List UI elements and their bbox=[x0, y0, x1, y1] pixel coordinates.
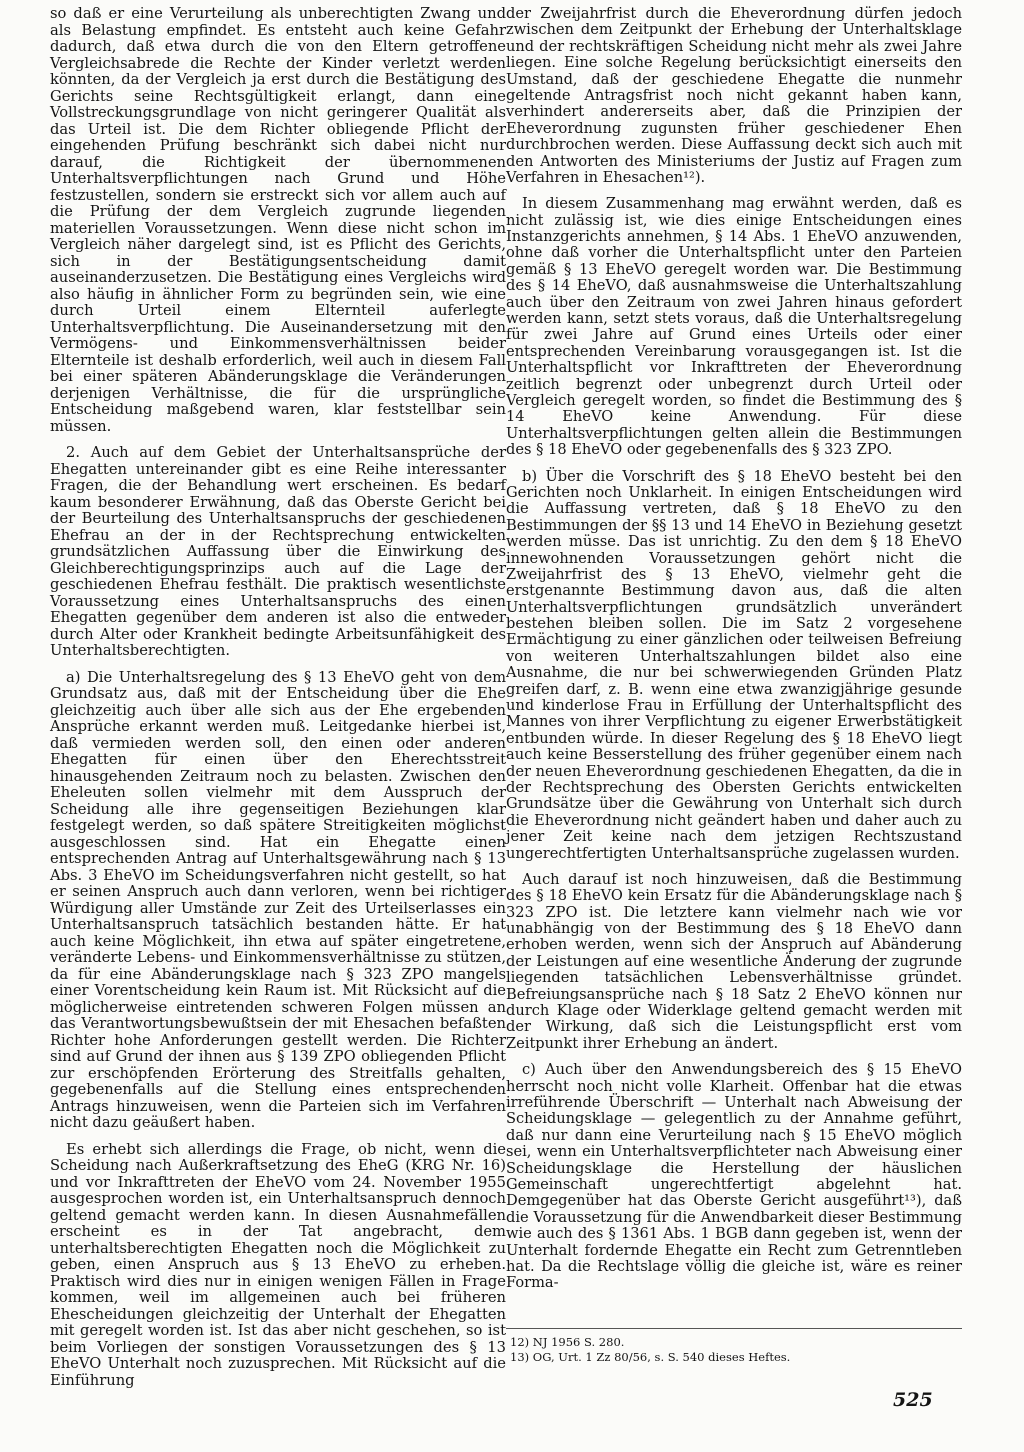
paragraph: b) Über die Vorschrift des § 18 EheVO besteht bei den Gerichten noch Unklarheit. In einigen Entscheidungen wird die Auffassung vertreten, daß § 18 EheVO zu den Bestimmungen der §§ 13 und 14 EheVO in Beziehung gesetzt werden müsse. Das ist unrichtig. Zu den dem § 18 EheVO innewohnenden Voraussetzungen gehört nicht die Zweijahrfrist des § 13 EheVO, vielmehr geht die erstgenannte Bestimmung davon aus, daß die alten Unterhaltsverpflichtungen grundsätzlich unverändert bestehen bleiben sollen. Die im Satz 2 vorgesehene Ermächtigung zu einer gänzlichen oder teilweisen Befreiung von weiteren Unterhaltszahlungen bildet also eine Ausnahme, die nur bei schwerwiegenden Gründen Platz greifen darf, z. B. wenn eine etwa zwanzigjährige gesunde und kinderlose Frau in Erfüllung der Unterhaltspflicht des Mannes von ihrer Verpflichtung zu eigener Erwerbstätigkeit entbunden würde. In dieser Regelung des § 18 EheVO liegt auch keine Besserstellung des früher gegenüber einem nach der neuen Eheverordnung geschiedenen Ehegatten, da die in der Rechtsprechung des Obersten Gerichts entwickelten Grundsätze über die Gewährung von Unterhalt sich durch die Eheverordnung nicht geändert haben und daher auch zu jener Zeit keine nach dem jetzigen Rechtszustand ungerechtfertigten Unterhaltsansprüche zugelassen wurden. bbox=[506, 467, 962, 862]
left-column bbox=[50, 6, 506, 1399]
footnote: 13) OG, Urt. 1 Zz 80/56, s. S. 540 dieses Heftes. bbox=[510, 1350, 791, 1364]
right-column bbox=[506, 6, 962, 1302]
paragraph: 2. Auch auf dem Gebiet der Unterhaltsansprüche der Ehegatten untereinander gibt es eine Reihe interessanter Fragen, die der Behandlung wert erscheinen. Es bedarf kaum besonderer Erwähnung, daß das Oberste Gericht bei der Beurteilung des Unterhaltsanspruchs der geschiedenen Ehefrau an der in der Rechtsprechung entwickelten grundsätzlichen Auffassung über die Einwirkung des Gleichberechtigungsprinzips auch auf die Lage der geschiedenen Ehefrau festhält. Die praktisch wesentlichste Voraussetzung eines Unterhaltsanspruchs des einen Ehegatten gegenüber dem anderen ist also die entweder durch Alter oder Krankheit bedingte Arbeitsunfähigkeit des Unterhaltsberechtigten. bbox=[50, 444, 506, 659]
footnote: 12) NJ 1956 S. 280. bbox=[510, 1335, 625, 1349]
paragraph: Auch darauf ist noch hinzuweisen, daß die Bestimmung des § 18 EheVO kein Ersatz für die Abänderungsklage nach § 323 ZPO ist. Die letztere kann vielmehr nach wie vor unabhängig von der Bestimmung des § 18 EheVO dann erhoben werden, wenn sich der Anspruch auf Abänderung der Leistungen auf eine wesentliche Änderung der zugrunde liegenden tatsächlichen Lebensverhältnisse gründet. Befreiungsansprüche nach § 18 Satz 2 EheVO können nur durch Klage oder Widerklage geltend gemacht werden mit der Wirkung, daß sich die Leistungspflicht erst vom Zeitpunkt ihrer Erhebung an ändert. bbox=[506, 870, 962, 1052]
paragraph: c) Auch über den Anwendungsbereich des § 15 EheVO herrscht noch nicht volle Klarheit. Offenbar hat die etwas irreführende Überschrift — Unterhalt nach Abweisung der Scheidungsklage — gelegentlich zu der Annahme geführt, daß nur dann eine Verurteilung nach § 15 EheVO möglich sei, wenn ein Unterhaltsverpflichteter nach Abweisung einer Scheidungsklage die Herstellung der häuslichen Gemeinschaft ungerechtfertigt abgelehnt hat. Demgegenüber hat das Oberste Gericht ausgeführt¹³), daß die Voraussetzung für die Anwendbarkeit dieser Bestimmung wie auch des § 1361 Abs. 1 BGB dann gegeben ist, wenn der Unterhalt fordernde Ehegatte ein Recht zum Getrenntleben hat. Da die Rechtslage völlig die gleiche ist, wäre es reiner Forma- bbox=[506, 1061, 962, 1292]
paragraph: der Zweijahrfrist durch die Eheverordnung dürfen jedoch zwischen dem Zeitpunkt der Erhebung der Unterhaltsklage und der rechtskräftigen Scheidung nicht mehr als zwei Jahre liegen. Eine solche Regelung berücksichtigt einerseits den Umstand, daß der geschiedene Ehegatte die nunmehr geltende Antragsfrist noch nicht gekannt haben kann, verhindert andererseits aber, daß die Prinzipien der Eheverordnung zugunsten früher geschiedener Ehen durchbrochen werden. Diese Auffassung deckt sich auch mit den Antworten des Ministeriums der Justiz auf Fragen zum Verfahren in Ehesachen¹²). bbox=[506, 5, 962, 186]
page-number: 525 bbox=[893, 1389, 933, 1411]
footnotes bbox=[506, 1328, 962, 1365]
paragraph: In diesem Zusammenhang mag erwähnt werden, daß es nicht zulässig ist, wie dies einige Entscheidungen eines Instanzgerichts annehmen, § 14 Abs. 1 EheVO anzuwenden, ohne daß vorher die Unterhaltspflicht unter den Parteien gemäß § 13 EheVO geregelt worden war. Die Bestimmung des § 14 EheVO, daß ausnahmsweise die Unterhaltszahlung auch über den Zeitraum von zwei Jahren hinaus gefordert werden kann, setzt stets voraus, daß die Unterhaltsregelung für zwei Jahre auf Grund eines Urteils oder einer entsprechenden Vereinbarung vorausgegangen ist. Ist die Unterhaltspflicht vor Inkrafttreten der Eheverordnung zeitlich begrenzt oder unbegrenzt durch Urteil oder Vergleich geregelt worden, so findet die Bestimmung des § 14 EheVO keine Anwendung. Für diese Unterhaltsverpflichtungen gelten allein die Bestimmungen des § 18 EheVO oder gegebenenfalls des § 323 ZPO. bbox=[506, 195, 962, 459]
paragraph: a) Die Unterhaltsregelung des § 13 EheVO geht von dem Grundsatz aus, daß mit der Entscheidung über die Ehe gleichzeitig auch über alle sich aus der Ehe ergebenden Ansprüche erkannt werden muß. Leitgedanke hierbei ist, daß vermieden werden soll, den einen oder anderen Ehegatten für einen über den Eherechtsstreit hinausgehenden Zeitraum noch zu belasten. Zwischen den Eheleuten sollen vielmehr mit dem Ausspruch der Scheidung alle ihre gegenseitigen Beziehungen klar festgelegt werden, so daß spätere Streitigkeiten möglichst ausgeschlossen sind. Hat ein Ehegatte einen entsprechenden Antrag auf Unterhaltsgewährung nach § 13 Abs. 3 EheVO im Scheidungsverfahren nicht gestellt, so hat er seinen Anspruch auch dann verloren, wenn bei richtiger Würdigung aller Umstände zur Zeit des Urteilserlasses ein Unterhaltsanspruch tatsächlich bestanden hätte. Er hat auch keine Möglichkeit, ihn etwa auf später eingetretene, veränderte Lebens- und Einkommensverhältnisse zu stützen, da für eine Abänderungsklage nach § 323 ZPO mangels einer Vorentscheidung kein Raum ist. Mit Rücksicht auf die möglicherweise eintretenden schweren Folgen müssen an das Verantwortungsbewußtsein der mit Ehesachen befaßten Richter hohe Anforderungen gestellt werden. Die Richter sind auf Grund der ihnen aus § 139 ZPO obliegenden Pflicht zur erschöpfenden Erörterung des Streitfalls gehalten, gegebenenfalls auf die Stellung eines entsprechenden Antrags hinzuweisen, wenn die Parteien sich im Verfahren nicht dazu geäußert haben. bbox=[50, 668, 506, 1131]
paragraph: so daß er eine Verurteilung als unberechtigten Zwang und als Belastung empfindet. Es entsteht auch keine Gefahr dadurch, daß etwa durch die von den Eltern getroffene Vergleichsabrede die Rechte der Kinder verletzt werden könnten, da der Vergleich ja erst durch die Bestätigung des Gerichts seine Rechtsgültigkeit erlangt, dann eine Vollstreckungsgrundlage von nicht geringerer Qualität als das Urteil ist. Die dem Richter obliegende Pflicht der eingehenden Prüfung beschränkt sich dabei nicht nur darauf, die Richtigkeit der übernommenen Unterhaltsverpflichtungen nach Grund und Höhe festzustellen, sondern sie erstreckt sich vor allem auch auf die Prüfung der dem Vergleich zugrunde liegenden materiellen Voraussetzungen. Wenn diese nicht schon im Vergleich näher dargelegt sind, ist es Pflicht des Gerichts, sich in der Bestätigungsentscheidung damit auseinanderzusetzen. Die Bestätigung eines Vergleichs wird also häufig in ähnlicher Form zu begründen sein, wie eine durch Urteil einem Elternteil auferlegte Unterhaltsverpflichtung. Die Auseinandersetzung mit den Vermögens- und Einkommensverhältnissen beider Elternteile ist deshalb erforderlich, weil auch in diesem Fall bei einer späteren Abänderungsklage die Veränderungen derjenigen Verhältnisse, die für die ursprüngliche Entscheidung maßgebend waren, klar feststellbar sein müssen. bbox=[50, 5, 506, 435]
paragraph: Es erhebt sich allerdings die Frage, ob nicht, wenn die Scheidung nach Außerkraftsetzung des EheG (KRG Nr. 16) und vor Inkrafttreten der EheVO vom 24. November 1955 ausgesprochen worden ist, ein Unterhaltsanspruch dennoch geltend gemacht werden kann. In diesen Ausnahmefällen erscheint es in der Tat angebracht, dem unterhaltsberechtigten Ehegatten noch die Möglichkeit zu geben, einen Anspruch aus § 13 EheVO zu erheben. Praktisch wird dies nur in einigen wenigen Fällen in Frage kommen, weil im allgemeinen auch bei früheren Ehescheidungen gleichzeitig der Unterhalt der Ehegatten mit geregelt worden ist. Ist das aber nicht geschehen, so ist beim Vorliegen der sonstigen Voraussetzungen des § 13 EheVO Unterhalt noch zuzusprechen. Mit Rücksicht auf die Einführung bbox=[50, 1140, 506, 1389]
